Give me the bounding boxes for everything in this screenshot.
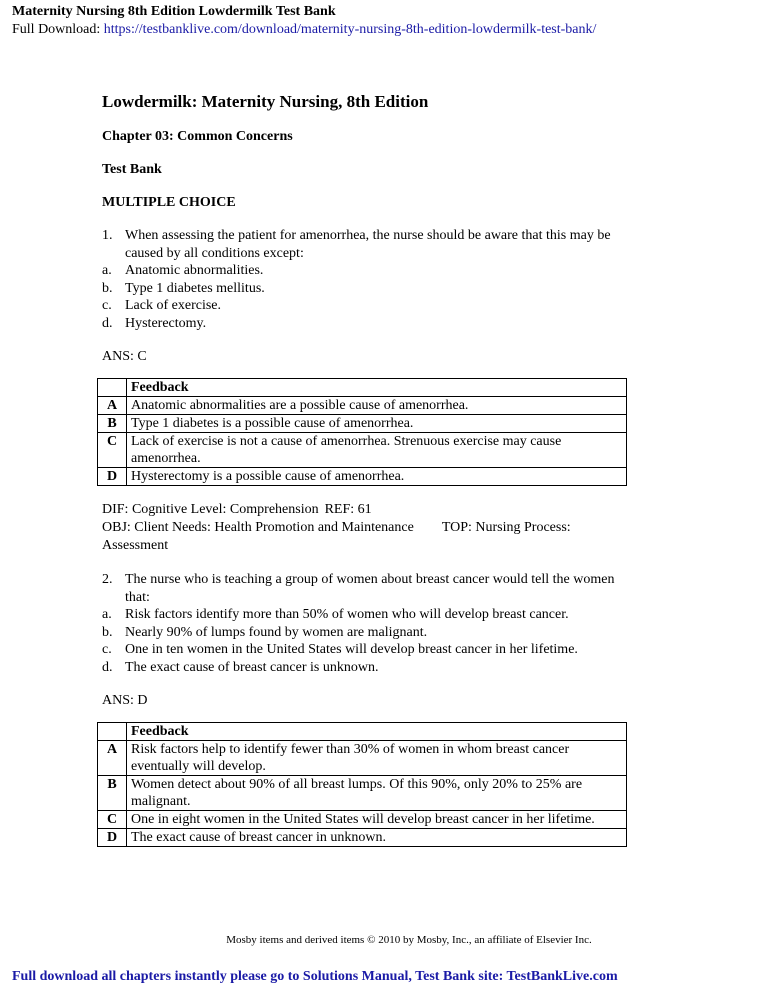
feedback-row bbox=[98, 468, 627, 486]
test-bank-heading: Test Bank bbox=[102, 162, 162, 177]
topic: TOP: Nursing Process: bbox=[441, 520, 571, 535]
feedback-letter: D bbox=[98, 829, 127, 847]
document-header-title: Maternity Nursing 8th Edition Lowdermilk Test Bank bbox=[12, 4, 336, 19]
section-heading: MULTIPLE CHOICE bbox=[102, 195, 236, 210]
option-text: Type 1 diabetes mellitus. bbox=[125, 280, 265, 296]
option-d bbox=[102, 659, 632, 677]
feedback-text: Type 1 diabetes is a possible cause of amenorrhea. bbox=[127, 415, 627, 433]
feedback-table bbox=[97, 378, 627, 486]
option-text: Nearly 90% of lumps found by women are malignant. bbox=[125, 624, 428, 640]
question-metadata bbox=[102, 501, 632, 555]
feedback-letter: B bbox=[98, 776, 127, 811]
feedback-row bbox=[98, 776, 627, 811]
question-number: 2. bbox=[102, 572, 113, 587]
option-text: Lack of exercise. bbox=[125, 298, 221, 313]
download-note: Full download all chapters instantly please go to Solutions Manual, Test Bank site: TestBankLive.com bbox=[12, 969, 618, 984]
chapter-title: Chapter 03: Common Concerns bbox=[102, 129, 293, 144]
question-stem bbox=[102, 571, 632, 606]
option-a bbox=[102, 606, 632, 624]
feedback-text: Lack of exercise is not a cause of amenorrhea. Strenuous exercise may cause amenorrhea. bbox=[127, 433, 627, 468]
question-text: When assessing the patient for amenorrhea, the nurse should be aware that this may be caused by all conditions except: bbox=[125, 228, 611, 261]
option-text: Risk factors identify more than 50% of women who will develop breast cancer. bbox=[125, 607, 569, 622]
objective: OBJ: Client Needs: Health Promotion and Maintenance bbox=[102, 520, 414, 535]
option-text: Hysterectomy. bbox=[125, 315, 207, 331]
feedback-letter: D bbox=[98, 468, 127, 486]
option-letter: a. bbox=[102, 263, 112, 278]
document-body bbox=[102, 92, 632, 847]
feedback-text: One in eight women in the United States will develop breast cancer in her lifetime. bbox=[127, 811, 627, 829]
option-a bbox=[102, 262, 632, 280]
option-letter: d. bbox=[102, 315, 113, 331]
feedback-table bbox=[97, 722, 627, 847]
feedback-text: Women detect about 90% of all breast lumps. Of this 90%, only 20% to 25% are malignant. bbox=[127, 776, 627, 811]
question-text: The nurse who is teaching a group of women about breast cancer would tell the women that: bbox=[125, 572, 615, 605]
option-letter: b. bbox=[102, 624, 113, 640]
difficulty: DIF: Cognitive Level: Comprehension bbox=[102, 502, 319, 517]
option-letter: b. bbox=[102, 280, 113, 296]
feedback-header-row bbox=[98, 723, 627, 741]
feedback-row bbox=[98, 433, 627, 468]
document-header-download bbox=[12, 22, 596, 38]
feedback-text: Anatomic abnormalities are a possible cause of amenorrhea. bbox=[127, 397, 627, 415]
question-1 bbox=[102, 227, 632, 332]
option-letter: c. bbox=[102, 642, 112, 657]
copyright-footer bbox=[0, 934, 768, 946]
option-text: One in ten women in the United States will develop breast cancer in her lifetime. bbox=[125, 642, 578, 657]
feedback-text: Risk factors help to identify fewer than 30% of women in whom breast cancer eventually will develop. bbox=[127, 741, 627, 776]
feedback-row bbox=[98, 397, 627, 415]
feedback-row bbox=[98, 829, 627, 847]
feedback-header: Feedback bbox=[127, 379, 627, 397]
feedback-letter: A bbox=[98, 741, 127, 776]
option-text: Anatomic abnormalities. bbox=[125, 263, 264, 278]
feedback-letter: C bbox=[98, 433, 127, 468]
feedback-letter: B bbox=[98, 415, 127, 433]
feedback-header: Feedback bbox=[127, 723, 627, 741]
option-c bbox=[102, 297, 632, 315]
feedback-text: Hysterectomy is a possible cause of amenorrhea. bbox=[127, 468, 627, 486]
option-text: The exact cause of breast cancer is unknown. bbox=[125, 659, 379, 675]
option-letter: c. bbox=[102, 298, 112, 313]
download-link[interactable]: https://testbanklive.com/download/maternity-nursing-8th-edition-lowdermilk-test-bank/ bbox=[103, 22, 597, 37]
topic-continued: Assessment bbox=[102, 538, 169, 553]
feedback-row bbox=[98, 811, 627, 829]
option-letter: d. bbox=[102, 659, 113, 675]
feedback-text: The exact cause of breast cancer in unknown. bbox=[127, 829, 627, 847]
feedback-row bbox=[98, 741, 627, 776]
feedback-row bbox=[98, 415, 627, 433]
feedback-header-blank bbox=[98, 723, 127, 741]
option-d bbox=[102, 315, 632, 333]
reference: REF: 61 bbox=[324, 502, 372, 517]
question-number: 1. bbox=[102, 228, 113, 243]
option-b bbox=[102, 624, 632, 642]
option-letter: a. bbox=[102, 607, 112, 622]
option-c bbox=[102, 641, 632, 659]
question-2 bbox=[102, 571, 632, 676]
book-title: Lowdermilk: Maternity Nursing, 8th Edition bbox=[102, 92, 429, 111]
download-label: Full Download: bbox=[12, 22, 104, 37]
option-b bbox=[102, 280, 632, 298]
feedback-letter: A bbox=[98, 397, 127, 415]
answer-key: ANS: D bbox=[102, 693, 148, 708]
question-stem bbox=[102, 227, 632, 262]
feedback-header-row bbox=[98, 379, 627, 397]
feedback-header-blank bbox=[98, 379, 127, 397]
answer-key: ANS: C bbox=[102, 349, 147, 364]
feedback-letter: C bbox=[98, 811, 127, 829]
copyright-text: Mosby items and derived items © 2010 by Mosby, Inc., an affiliate of Elsevier Inc. bbox=[226, 934, 592, 946]
